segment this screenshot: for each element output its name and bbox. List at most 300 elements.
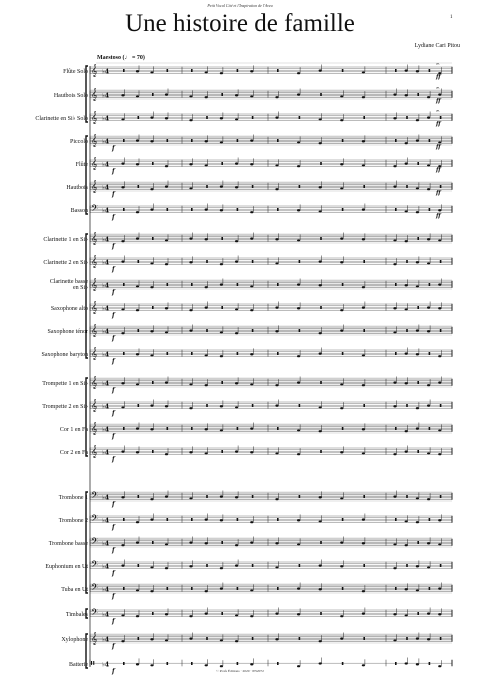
note-head: [405, 614, 408, 616]
note-head: [136, 353, 139, 355]
note-head: [319, 352, 322, 354]
time-signature: ♭4: [102, 236, 110, 244]
note-head: [235, 162, 238, 164]
note-head: [205, 428, 208, 430]
note-head: [150, 498, 153, 500]
instrument-label: Timbales: [65, 611, 88, 618]
note-head: [220, 117, 223, 119]
rest-mark: [440, 404, 442, 407]
note-head: [250, 139, 253, 141]
staff-shade: [90, 325, 452, 336]
rest-mark: [429, 662, 431, 665]
note-head: [393, 567, 396, 569]
clef-icon: 𝄢: [91, 203, 99, 216]
rest-mark: [123, 427, 125, 430]
note-head: [220, 495, 223, 497]
note-head: [416, 637, 419, 639]
time-signature: ♭4: [102, 661, 110, 669]
rest-mark: [152, 306, 154, 309]
rest-mark: [221, 381, 223, 384]
note-head: [189, 329, 192, 331]
note-head: [220, 263, 223, 265]
note-head: [275, 452, 278, 454]
dynamic-mark: f: [112, 243, 115, 250]
note-head: [189, 119, 192, 121]
clef-icon: 𝄞: [91, 64, 98, 77]
clef-icon: 𝄞: [91, 324, 98, 337]
staff: [90, 61, 452, 81]
rest-mark: [429, 139, 431, 142]
note-head: [250, 70, 253, 72]
note-head: [189, 261, 192, 263]
note-head: [165, 307, 168, 309]
note-head: [340, 383, 343, 385]
note-head: [427, 238, 430, 240]
group-bracket: [86, 492, 88, 593]
tempo-marking: Maestoso (♩ = 70): [97, 55, 145, 61]
rest-mark: [342, 208, 344, 211]
time-signature: ♭4: [102, 611, 110, 619]
note-head: [275, 188, 278, 190]
rest-mark: [206, 329, 208, 332]
rest-mark: [191, 283, 193, 286]
note-head: [165, 381, 168, 383]
group-bracket: [86, 609, 88, 618]
note-head: [405, 210, 408, 212]
note-head: [235, 614, 238, 616]
rest-mark: [342, 139, 344, 142]
note-head: [393, 165, 396, 167]
rest-mark: [320, 450, 322, 453]
time-signature: ♭4: [102, 305, 110, 313]
note-head: [235, 118, 238, 120]
note-head: [165, 453, 168, 455]
note-head: [297, 355, 300, 357]
rest-mark: [342, 283, 344, 286]
note-head: [189, 187, 192, 189]
note-head: [150, 116, 153, 118]
rest-mark: [406, 495, 408, 498]
instrument-label: Basson: [70, 207, 88, 214]
rest-mark: [440, 637, 442, 640]
note-head: [136, 383, 139, 385]
rest-mark: [221, 612, 223, 615]
clef-icon: 𝄞: [91, 278, 98, 291]
note-head: [121, 260, 124, 262]
note-head: [438, 613, 441, 615]
note-head: [319, 284, 322, 286]
note-head: [427, 164, 430, 166]
staff: [90, 203, 452, 221]
note-head: [405, 430, 408, 432]
note-head: [189, 497, 192, 499]
time-signature: ♭4: [102, 184, 110, 192]
rest-mark: [395, 283, 397, 286]
rest-mark: [123, 587, 125, 590]
note-head: [393, 613, 396, 615]
note-head: [427, 96, 430, 98]
note-head: [235, 640, 238, 642]
note-head: [362, 286, 365, 288]
time-signature: ♭4: [102, 161, 110, 169]
note-head: [220, 141, 223, 143]
note-head: [150, 208, 153, 210]
rest-mark: [138, 185, 140, 188]
note-head: [393, 453, 396, 455]
dynamic-mark: f: [112, 335, 115, 342]
note-head: [362, 96, 365, 98]
rest-mark: [342, 427, 344, 430]
time-signature: ♭4: [102, 328, 110, 336]
rest-mark: [277, 518, 279, 521]
note-head: [189, 237, 192, 239]
note-head: [297, 239, 300, 241]
staff-shade: [90, 537, 452, 548]
rest-mark: [123, 69, 125, 72]
note-head: [250, 521, 253, 523]
note-head: [250, 211, 253, 213]
rest-mark: [440, 185, 442, 188]
time-signature: ♭4: [102, 540, 110, 548]
note-head: [362, 354, 365, 356]
note-head: [150, 140, 153, 142]
note-head: [205, 286, 208, 288]
rest-mark: [123, 662, 125, 665]
clef-icon: 𝄞: [91, 445, 98, 458]
note-head: [340, 119, 343, 121]
clef-icon: 𝄞: [91, 180, 98, 193]
note-head: [362, 140, 365, 142]
clef-icon: 𝄞: [91, 255, 98, 268]
note-head: [235, 94, 238, 96]
rest-mark: [123, 352, 125, 355]
note-head: [250, 663, 253, 665]
note-head: [438, 355, 441, 357]
note-head: [362, 238, 365, 240]
instrument-label: Clarinette en Si♭ Solo: [35, 115, 88, 122]
clef-icon: 𝄞: [91, 301, 98, 314]
rest-mark: [237, 518, 239, 521]
staff-shade: [90, 633, 452, 644]
note-head: [297, 72, 300, 74]
time-signature: ♭4: [102, 259, 110, 267]
note-head: [319, 142, 322, 144]
note-head: [319, 588, 322, 590]
note-head: [438, 283, 441, 285]
note-head: [362, 452, 365, 454]
note-head: [297, 93, 300, 95]
note-head: [136, 541, 139, 543]
note-head: [438, 307, 441, 309]
note-head: [150, 262, 153, 264]
rest-mark: [237, 69, 239, 72]
rest-mark: [123, 139, 125, 142]
note-head: [235, 544, 238, 546]
rest-mark: [206, 185, 208, 188]
time-signature: ♭4: [102, 92, 110, 100]
fermata-icon: 𝄐: [436, 61, 440, 68]
dynamic-mark: f: [112, 433, 115, 440]
staff: [90, 347, 452, 365]
note-head: [189, 407, 192, 409]
staff-shade: [90, 279, 452, 290]
rest-mark: [152, 162, 154, 165]
note-head: [165, 117, 168, 119]
instrument-label: Hautbois Solo: [53, 92, 88, 99]
note-head: [405, 308, 408, 310]
note-head: [340, 615, 343, 617]
rest-mark: [152, 541, 154, 544]
note-head: [340, 237, 343, 239]
note-head: [205, 354, 208, 356]
rest-mark: [299, 637, 301, 640]
clef-icon: 𝄥: [91, 657, 95, 670]
rest-mark: [191, 139, 193, 142]
staff: [90, 255, 452, 273]
note-head: [275, 306, 278, 308]
note-head: [136, 70, 139, 72]
rest-mark: [406, 116, 408, 119]
note-head: [297, 613, 300, 615]
dynamic-mark: ff: [436, 74, 441, 81]
instrument-label: Xylophone: [61, 636, 88, 643]
note-head: [297, 141, 300, 143]
dynamic-mark: ff: [436, 213, 441, 220]
instrument-label: Clarinette 1 en Si♭: [43, 236, 88, 243]
rest-mark: [417, 237, 419, 240]
dynamic-mark: f: [112, 214, 115, 221]
note-head: [340, 541, 343, 543]
rest-mark: [237, 139, 239, 142]
dynamic-mark: f: [112, 547, 115, 554]
note-head: [205, 140, 208, 142]
staff-shade: [90, 233, 452, 244]
note-head: [416, 589, 419, 591]
note-head: [427, 566, 430, 568]
rest-mark: [123, 208, 125, 211]
rest-mark: [221, 306, 223, 309]
rest-mark: [363, 404, 365, 407]
dynamic-mark: f: [112, 618, 115, 625]
note-head: [438, 587, 441, 589]
clef-icon: 𝄢: [91, 536, 99, 549]
rest-mark: [252, 404, 254, 407]
rest-mark: [299, 185, 301, 188]
instrument-label: Trombone basse: [48, 540, 88, 547]
rest-mark: [363, 116, 365, 119]
rest-mark: [395, 518, 397, 521]
rest-mark: [167, 283, 169, 286]
note-head: [250, 383, 253, 385]
note-head: [438, 381, 441, 383]
note-head: [136, 309, 139, 311]
time-signature: ♭4: [102, 351, 110, 359]
rest-mark: [277, 208, 279, 211]
dynamic-mark: f: [112, 501, 115, 508]
note-head: [438, 453, 441, 455]
note-head: [405, 240, 408, 242]
rest-mark: [206, 404, 208, 407]
rest-mark: [406, 564, 408, 567]
rest-mark: [206, 495, 208, 498]
note-head: [205, 590, 208, 592]
note-head: [438, 141, 441, 143]
note-head: [275, 164, 278, 166]
note-head: [235, 186, 238, 188]
note-head: [121, 544, 124, 546]
note-head: [362, 428, 365, 430]
note-head: [427, 638, 430, 640]
rest-mark: [252, 116, 254, 119]
note-head: [136, 589, 139, 591]
instrument-label: Clarinette 2 en Si♭: [43, 259, 88, 266]
rest-mark: [342, 518, 344, 521]
clef-icon: 𝄞: [91, 347, 98, 360]
note-head: [189, 383, 192, 385]
dynamic-mark: f: [112, 593, 115, 600]
rest-mark: [429, 69, 431, 72]
note-head: [235, 240, 238, 242]
rest-mark: [429, 427, 431, 430]
note-head: [189, 95, 192, 97]
note-head: [393, 405, 396, 407]
rest-mark: [138, 404, 140, 407]
rest-mark: [252, 637, 254, 640]
instrument-label: Trombone 2: [58, 517, 88, 524]
note-head: [189, 615, 192, 617]
note-head: [393, 543, 396, 545]
rest-mark: [395, 139, 397, 142]
note-head: [235, 382, 238, 384]
rest-mark: [417, 162, 419, 165]
note-head: [438, 239, 441, 241]
note-head: [150, 404, 153, 406]
rest-mark: [221, 162, 223, 165]
note-head: [165, 165, 168, 167]
time-signature: ♭4: [102, 449, 110, 457]
note-head: [250, 615, 253, 617]
note-head: [220, 429, 223, 431]
note-head: [275, 330, 278, 332]
rest-mark: [363, 637, 365, 640]
note-head: [275, 638, 278, 640]
group-bracket: [86, 66, 88, 122]
rest-mark: [237, 352, 239, 355]
note-head: [165, 239, 168, 241]
note-head: [250, 309, 253, 311]
note-head: [416, 497, 419, 499]
rest-mark: [342, 69, 344, 72]
rest-mark: [277, 352, 279, 355]
note-head: [427, 384, 430, 386]
rest-mark: [429, 518, 431, 521]
rest-mark: [191, 518, 193, 521]
note-head: [165, 639, 168, 641]
note-head: [393, 117, 396, 119]
rest-mark: [277, 139, 279, 142]
dynamic-mark: f: [112, 266, 115, 273]
note-head: [121, 382, 124, 384]
note-head: [220, 355, 223, 357]
note-head: [416, 427, 419, 429]
note-head: [427, 262, 430, 264]
instrument-label: Clarinette basse en Si♭: [49, 279, 88, 291]
note-head: [362, 208, 365, 210]
clef-icon: 𝄞: [91, 376, 98, 389]
note-head: [319, 406, 322, 408]
rest-mark: [299, 564, 301, 567]
rest-mark: [138, 329, 140, 332]
time-signature: ♭4: [102, 563, 110, 571]
rest-mark: [342, 662, 344, 665]
staff: [90, 513, 452, 531]
note-head: [250, 237, 253, 239]
rest-mark: [252, 185, 254, 188]
note-head: [427, 330, 430, 332]
note-head: [297, 381, 300, 383]
staff-shade: [90, 89, 452, 100]
note-head: [275, 96, 278, 98]
note-head: [150, 590, 153, 592]
dynamic-mark: f: [112, 358, 115, 365]
rest-mark: [417, 450, 419, 453]
note-head: [165, 185, 168, 187]
note-head: [340, 329, 343, 331]
rest-mark: [406, 329, 408, 332]
note-head: [121, 614, 124, 616]
note-head: [136, 615, 139, 617]
note-head: [205, 306, 208, 308]
note-head: [340, 497, 343, 499]
rest-mark: [429, 587, 431, 590]
clef-icon: 𝄢: [91, 607, 99, 620]
group-bracket: [86, 378, 88, 456]
time-signature: ♭4: [102, 636, 110, 644]
note-head: [150, 638, 153, 640]
note-head: [340, 565, 343, 567]
note-head: [319, 662, 322, 664]
note-head: [275, 116, 278, 118]
rest-mark: [237, 283, 239, 286]
note-head: [405, 94, 408, 96]
note-head: [250, 451, 253, 453]
rest-mark: [440, 495, 442, 498]
time-signature: ♭4: [102, 115, 110, 123]
staff: [90, 108, 452, 128]
note-head: [416, 565, 419, 567]
note-head: [220, 665, 223, 667]
instrument-label: Cor 1 en Fa: [59, 426, 88, 433]
rest-mark: [221, 450, 223, 453]
note-head: [165, 93, 168, 95]
note-head: [405, 544, 408, 546]
rest-mark: [138, 116, 140, 119]
note-head: [438, 429, 441, 431]
note-head: [220, 639, 223, 641]
fermata-icon: 𝄐: [436, 108, 440, 115]
rest-mark: [167, 662, 169, 665]
rest-mark: [363, 329, 365, 332]
note-head: [205, 71, 208, 73]
rest-mark: [417, 306, 419, 309]
rest-mark: [191, 352, 193, 355]
note-head: [165, 567, 168, 569]
copyright-footer: © Profs Éditions · 2020 · PN2072: [216, 669, 264, 673]
rest-mark: [395, 208, 397, 211]
clef-icon: 𝄞: [91, 157, 98, 170]
dynamic-mark: ff: [436, 190, 441, 197]
rest-mark: [277, 662, 279, 665]
